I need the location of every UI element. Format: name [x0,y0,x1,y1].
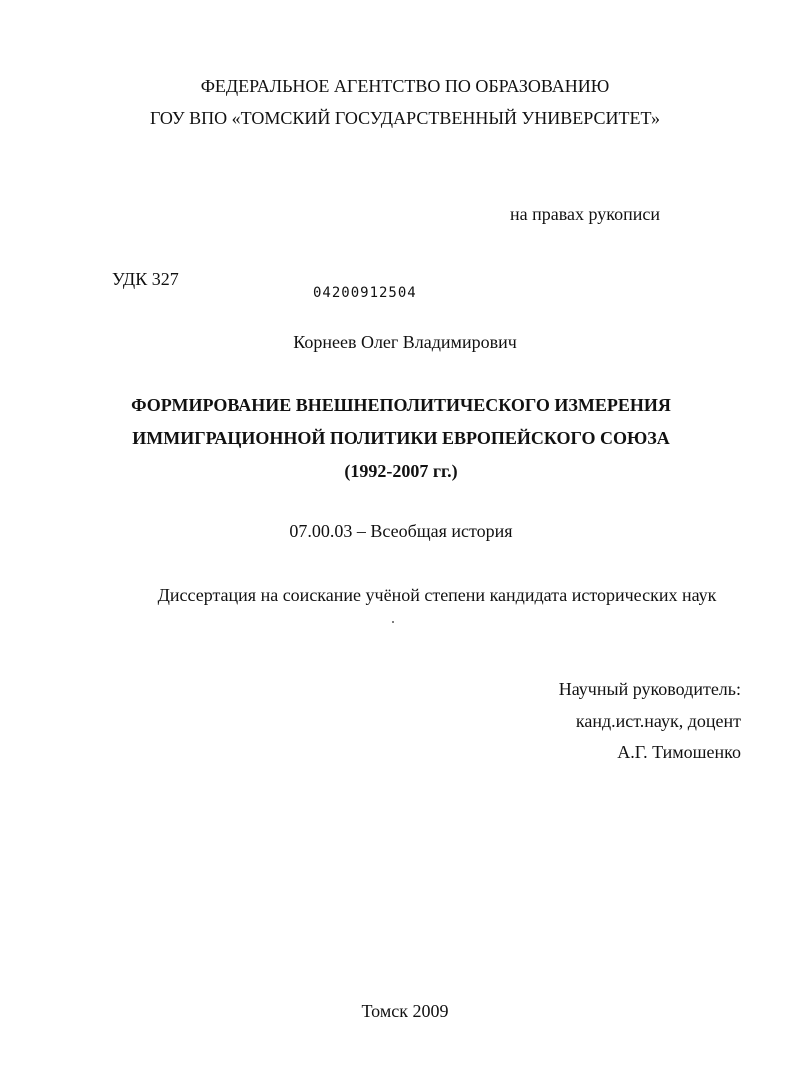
city-year: Томск 2009 [361,1001,449,1021]
author-name: Корнеев Олег Владимирович [293,332,517,352]
supervisor-degree: канд.ист.наук, доцент [575,711,741,731]
agency-heading: ФЕДЕРАЛЬНОЕ АГЕНТСТВО ПО ОБРАЗОВАНИЮ [200,76,610,96]
dissertation-title-line-1: ФОРМИРОВАНИЕ ВНЕШНЕПОЛИТИЧЕСКОГО ИЗМЕРЕНИЯ [131,395,671,415]
dissertation-title-years: (1992-2007 гг.) [344,461,458,481]
supervisor-name: А.Г. Тимошенко [617,742,741,762]
udk-code: УДК 327 [112,269,179,289]
dissertation-title-line-2: ИММИГРАЦИОННОЙ ПОЛИТИКИ ЕВРОПЕЙСКОГО СОЮЗА [132,428,670,448]
registration-number: 04200912504 [313,285,417,301]
specialty-code: 07.00.03 – Всеобщая история [289,521,513,541]
university-heading: ГОУ ВПО «ТОМСКИЙ ГОСУДАРСТВЕННЫЙ УНИВЕРСИТЕТ» [149,108,661,128]
supervisor-label: Научный руководитель: [558,679,741,699]
manuscript-note: на правах рукописи [510,204,660,224]
degree-statement: Диссертация на соискание учёной степени кандидата исторических наук [157,585,717,605]
scan-speck [392,621,394,623]
